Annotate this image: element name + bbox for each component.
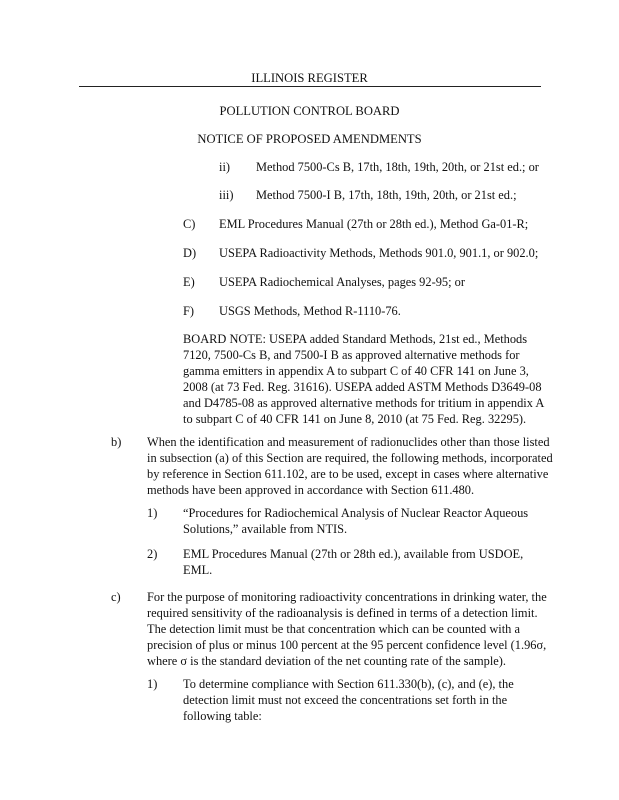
notice-title: NOTICE OF PROPOSED AMENDMENTS: [197, 132, 422, 146]
item-label-d: D): [183, 246, 197, 260]
board-note-line: 2008 (at 73 Fed. Reg. 31616). USEPA added ASTM Methods D3649-08: [183, 380, 542, 394]
board-note-line: BOARD NOTE: USEPA added Standard Methods, 21st ed., Methods: [183, 332, 528, 346]
item-text-c: EML Procedures Manual (27th or 28th ed.), Method Ga-01-R;: [219, 217, 529, 231]
item-label-b1: 1): [147, 506, 158, 520]
item-label-b2: 2): [147, 547, 158, 561]
item-text-f: USGS Methods, Method R-1110-76.: [219, 304, 401, 318]
subsection-b-line: in subsection (a) of this Section are required, the following methods, incorporated: [147, 451, 553, 465]
item-text-iii: Method 7500-I B, 17th, 18th, 19th, 20th, or 21st ed.;: [256, 188, 517, 202]
item-label-iii: iii): [219, 188, 234, 202]
subsection-c-line: For the purpose of monitoring radioactivity concentrations in drinking water, the: [147, 590, 547, 604]
item-text-d: USEPA Radioactivity Methods, Methods 901.0, 901.1, or 902.0;: [219, 246, 539, 260]
subsection-c-line: precision of plus or minus 100 percent at the 95 percent confidence level (1.96σ,: [147, 638, 547, 652]
agency-title: POLLUTION CONTROL BOARD: [219, 104, 400, 118]
board-note-line: and D4785-08 as approved alternative methods for tritium in appendix A: [183, 396, 545, 410]
item-label-c1: 1): [147, 677, 158, 691]
item-text-e: USEPA Radiochemical Analyses, pages 92-95; or: [219, 275, 465, 289]
board-note-line: gamma emitters in appendix A to subpart C of 40 CFR 141 on June 3,: [183, 364, 529, 378]
item-text-c1-line: following table:: [183, 709, 262, 723]
item-label-ii: ii): [219, 160, 231, 174]
subsection-c-line: where σ is the standard deviation of the net counting rate of the sample).: [147, 654, 507, 668]
board-note-line: 7120, 7500-Cs B, and 7500-I B as approved alternative methods for: [183, 348, 520, 362]
item-text-ii: Method 7500-Cs B, 17th, 18th, 19th, 20th, or 21st ed.; or: [256, 160, 539, 174]
item-text-b1-line: “Procedures for Radiochemical Analysis of Nuclear Reactor Aqueous: [183, 506, 529, 520]
subsection-c-line: The detection limit must be that concentration which can be counted with a: [147, 622, 520, 636]
item-text-b2-line: EML.: [183, 563, 213, 577]
subsection-b-line: methods have been approved in accordance with Section 611.480.: [147, 483, 475, 497]
item-text-b1-line: Solutions,” available from NTIS.: [183, 522, 348, 536]
subsection-label-c: c): [111, 590, 121, 604]
item-label-f: F): [183, 304, 195, 318]
item-text-c1-line: detection limit must not exceed the concentrations set forth in the: [183, 693, 508, 707]
subsection-c-line: required sensitivity of the radioanalysis is defined in terms of a detection limit.: [147, 606, 538, 620]
item-text-b2-line: EML Procedures Manual (27th or 28th ed.), available from USDOE,: [183, 547, 524, 561]
subsection-b-line: by reference in Section 611.102, are to be used, except in cases where alternative: [147, 467, 549, 481]
header-rule: [79, 86, 541, 87]
item-label-c: C): [183, 217, 196, 231]
item-label-e: E): [183, 275, 195, 289]
subsection-label-b: b): [111, 435, 122, 449]
register-title: ILLINOIS REGISTER: [251, 71, 368, 85]
board-note-line: to subpart C of 40 CFR 141 on June 8, 2010 (at 75 Fed. Reg. 32295).: [183, 412, 527, 426]
subsection-b-line: When the identification and measurement of radionuclides other than those listed: [147, 435, 550, 449]
item-text-c1-line: To determine compliance with Section 611.330(b), (c), and (e), the: [183, 677, 514, 691]
